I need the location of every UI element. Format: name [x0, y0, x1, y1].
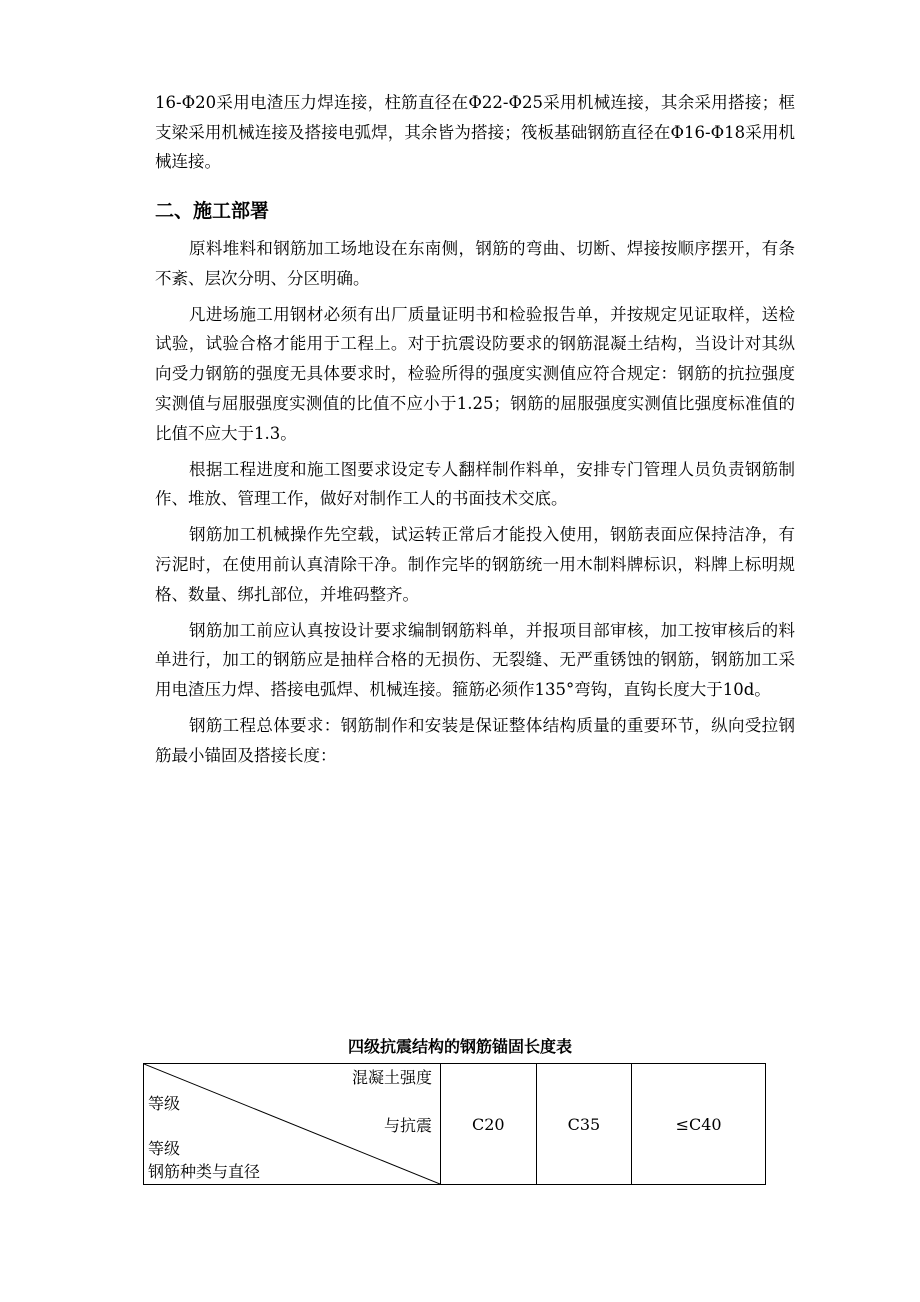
header-and-seismic: 与抗震: [383, 1116, 432, 1135]
section-heading: 二、施工部署: [155, 200, 270, 222]
column-header-c40: ≤C40: [632, 1064, 766, 1185]
paragraph-machine-operation: 钢筋加工机械操作先空载，试运转正常后才能投入使用，钢筋表面应保持洁净，有污泥时，在使用前认真清除干净。制作完毕的钢筋统一用木制料牌标识，料牌上标明规格、数量、绑扎部位，并堆码整齐。: [155, 525, 795, 604]
paragraph-processing: 钢筋加工前应认真按设计要求编制钢筋料单，并报项目部审核，加工按审核后的料单进行，加工的钢筋应是抽样合格的无损伤、无裂缝、无严重锈蚀的钢筋，钢筋加工采用电渣压力焊、搭接电弧焊、机械连接。箍筋必须作135°弯钩，直钩长度大于10d。: [155, 620, 795, 700]
header-rebar-type: 钢筋种类与直径: [148, 1162, 261, 1181]
anchorage-length-table: [143, 1063, 766, 1185]
header-grade-2: 等级: [148, 1139, 181, 1158]
paragraph-steel-inspection: 凡进场施工用钢材必须有出厂质量证明书和检验报告单，并按规定见证取样，送检试验，试验合格才能用于工程上。对于抗震设防要求的钢筋混凝土结构，当设计对其纵向受力钢筋的强度无具体要求时，检验所得的强度实测值应符合规定：钢筋的抗拉强度实测值与屈服强度实测值的比值不应小于1.25；钢筋的屈服强度实测值比强度标准值的比值不应大于1.3。: [155, 304, 795, 443]
section-body: [155, 234, 795, 777]
header-grade-1: 等级: [148, 1094, 181, 1113]
column-header-c35: C35: [536, 1064, 632, 1185]
table-caption: 四级抗震结构的钢筋锚固长度表: [347, 1037, 572, 1056]
intro-paragraph: 16-Φ20采用电渣压力焊连接，柱筋直径在Φ22-Φ25采用机械连接，其余采用搭接；框支梁采用机械连接及搭接电弧焊，其余皆为搭接；筏板基础钢筋直径在Φ16-Φ18采用机械连接。: [155, 93, 795, 171]
column-header-c20: C20: [441, 1064, 537, 1185]
diagonal-header-cell: [144, 1064, 441, 1185]
paragraph-general-requirement: 钢筋工程总体要求：钢筋制作和安装是保证整体结构质量的重要环节，纵向受拉钢筋最小锚固及搭接长度：: [155, 715, 795, 765]
paragraph-cutting-list: 根据工程进度和施工图要求设定专人翻样制作料单，安排专门管理人员负责钢筋制作、堆放、管理工作，做好对制作工人的书面技术交底。: [155, 459, 795, 509]
table-header-row: [144, 1064, 766, 1185]
header-concrete-strength: 混凝土强度: [351, 1068, 432, 1087]
paragraph-material-yard: 原料堆料和钢筋加工场地设在东南侧，钢筋的弯曲、切断、焊接按顺序摆开，有条不紊、层次分明、分区明确。: [155, 239, 795, 288]
